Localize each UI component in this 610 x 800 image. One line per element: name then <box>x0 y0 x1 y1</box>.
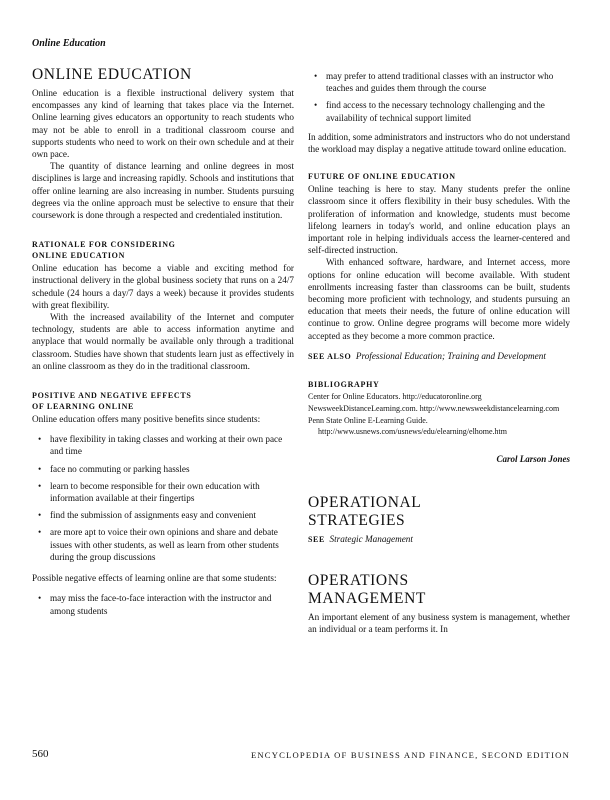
rationale-paragraph-2: With the increased availability of the Internet and computer technology, students are able to access information anytime and anyplace that would normally be available only through a traditional classroom. Studies have shown that students learn just as effectively in an online classroom as they do in the traditional classroom. <box>32 312 294 371</box>
bibliography-heading: BIBLIOGRAPHY <box>308 380 380 390</box>
running-head: Online Education <box>32 38 106 49</box>
list-item: • are more apt to voice their own opinions and share and debate issues with other students, as well as learn from other students during the group discussions <box>38 527 279 562</box>
list-item: • learn to become responsible for their own education with information available at their fingertips <box>38 480 260 504</box>
section-heading-rationale: RATIONALE FOR CONSIDERING ONLINE EDUCATION <box>32 240 176 261</box>
addition-paragraph: In addition, some administrators and instructors who do not understand the workload may display a negative attitude toward online education. <box>308 131 570 155</box>
footer-book-title: ENCYCLOPEDIA OF BUSINESS AND FINANCE, SECOND EDITION <box>250 750 570 760</box>
intro-paragraph-1: Online education is a flexible instructional delivery system that encompasses any kind of learning that takes place via the Internet. Online learning gives educators an opportunity to reach students who may not be able to enroll in a traditional classroom course and supports students who need to work on their own schedule and at their own pace. <box>32 88 294 160</box>
page-number: 560 <box>32 748 49 760</box>
negative-effects-list-continued <box>308 70 570 124</box>
bibliography-item: Penn State Online E-Learning Guide. http://www.usnews.com/usnews/edu/elearning/elhome.htm <box>308 416 508 437</box>
bibliography-item: Center for Online Educators. http://educatoronline.org <box>308 392 482 402</box>
author-byline: Carol Larson Jones <box>496 454 570 465</box>
left-column <box>32 66 294 622</box>
section-heading-effects: POSITIVE AND NEGATIVE EFFECTS OF LEARNING ONLINE <box>32 391 192 412</box>
list-item: • may miss the face-to-face interaction with the instructor and among students <box>38 593 272 616</box>
section-heading-future: FUTURE OF ONLINE EDUCATION <box>308 172 456 182</box>
see-also-refs: Professional Education; Training and Development <box>355 350 546 361</box>
operations-management-paragraph: An important element of any business system is management, whether an individual or a team performs it. In <box>308 612 570 635</box>
list-item: • face no commuting or parking hassles <box>38 463 190 474</box>
list-item: • find the submission of assignments easy and convenient <box>38 510 256 521</box>
rationale-paragraph-1: Online education has become a viable and exciting method for instructional delivery in the global business society that runs on a 24/7 schedule (24 hours a day/7 days a week) because it provides students with great flexibility. <box>32 263 294 310</box>
entry-title-operational-strategies: OPERATIONAL STRATEGIES <box>308 494 422 530</box>
intro-paragraph-2: The quantity of distance learning and online degrees in most disciplines is large and increasing rapidly. Schools and institutions that offer online learning are also increasing in number. Students pursuing degrees via the online approach must be selective to ensure that their coursework is done through a respected and credentialed institution. <box>32 161 294 221</box>
future-paragraph-1: Online teaching is here to stay. Many students prefer the online classroom since it offers flexibility in their busy schedules. With the proliferation of information and knowledge, students must become lifelong learners in today's world, and online education plays an important role in helping individuals access the learner-centered and self-directed instruction. <box>308 184 570 256</box>
see-ref: Strategic Management <box>329 534 413 545</box>
see-reference <box>308 533 570 546</box>
right-column <box>308 70 570 636</box>
bibliography-item: NewsweekDistanceLearning.com. http://www.newsweekdistancelearning.com <box>308 404 560 414</box>
negative-effects-list <box>32 592 294 616</box>
future-paragraph-2: With enhanced software, hardware, and Internet access, more options for online education will become available. With student enrollments increasing faster than classrooms can be built, students becoming more proficient with technology, and students pursuing an education that meets their needs, the future of online education will continue to grow. Online degree programs will become more widely accepted as they become a more common practice. <box>308 257 570 341</box>
list-item: • may prefer to attend traditional classes with an instructor who teaches and guides them through the course <box>314 71 554 94</box>
entry-title-operations-management: OPERATIONS MANAGEMENT <box>308 572 426 608</box>
effects-paragraph: Online education offers many positive benefits since students: <box>32 414 261 425</box>
see-also <box>308 350 570 363</box>
list-item: • find access to the necessary technology challenging and the availability of technical support limited <box>314 100 545 123</box>
see-also-label: SEE ALSO <box>308 351 352 361</box>
entry-title: ONLINE EDUCATION <box>32 66 192 83</box>
list-item: • have flexibility in taking classes and working at their own pace and time <box>38 434 283 457</box>
negative-effects-intro: Possible negative effects of learning online are that some students: <box>32 573 277 584</box>
see-label: SEE <box>308 535 325 545</box>
positive-effects-list <box>32 433 294 563</box>
